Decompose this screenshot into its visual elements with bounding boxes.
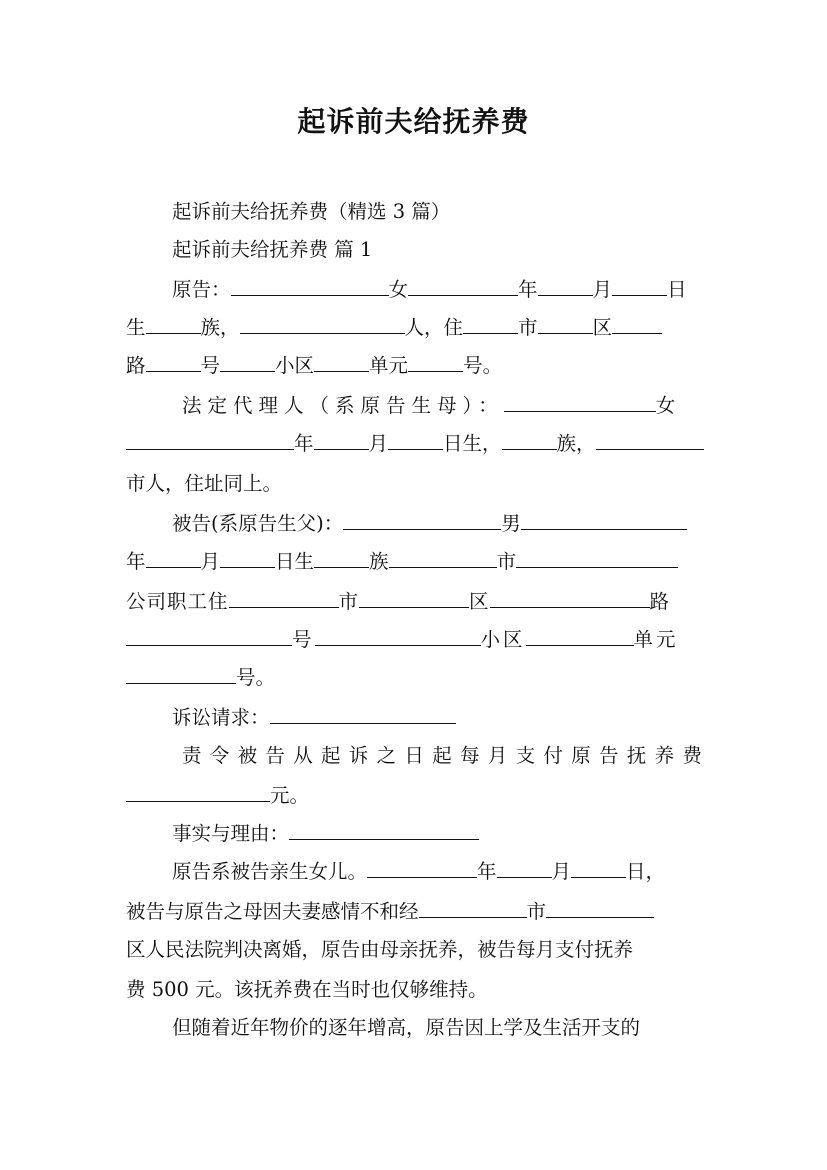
text-line: 生 族， 人，住 市 区 — [126, 314, 702, 342]
text-line: 路 号 小区 单元 号。 — [126, 354, 503, 377]
text-line: 费 500 元。该抚养费在当时也仅够维持。 — [126, 978, 488, 1001]
text-line: 区人民法院判决离婚，原告由母亲抚养，被告每月支付抚养 — [126, 938, 634, 961]
text-line: 号。 — [126, 664, 702, 692]
text-line: 年 月 日生， 族， — [126, 430, 702, 458]
text-line: 诉讼请求： — [172, 704, 702, 732]
text-line: 被告与原告之母因夫妻感情不和经 市 — [126, 898, 702, 926]
text-line: 起诉前夫给抚养费（精选 3 篇） — [172, 200, 451, 223]
text-line: 起诉前夫给抚养费 篇 1 — [172, 238, 373, 261]
text-line: 原告： 女 年 月 日 — [172, 278, 687, 301]
text-line: 被告(系原告生父)： 男 — [172, 510, 702, 538]
text-line: 市人，住址同上。 — [126, 472, 283, 495]
document-title: 起诉前夫给抚养费 — [297, 105, 530, 138]
text-line: 年 月 日生 族 市 — [126, 548, 702, 576]
text-line: 事实与理由： — [172, 820, 702, 848]
text-line: 原告系被告亲生女儿。 年 月 日， — [172, 860, 666, 883]
text-line: 元。 — [126, 782, 702, 810]
text-line: 公司职工住 市 区 路 — [126, 590, 671, 613]
text-line: 但随着近年物价的逐年增高，原告因上学及生活开支的 — [172, 1016, 641, 1039]
text-line: 号 小区 单元 — [126, 626, 702, 654]
text-line: 法定代理人（系原告生母）： 女 — [182, 394, 682, 417]
text-line: 责令被告从起诉之日起每月支付原告抚养费 — [182, 744, 711, 767]
